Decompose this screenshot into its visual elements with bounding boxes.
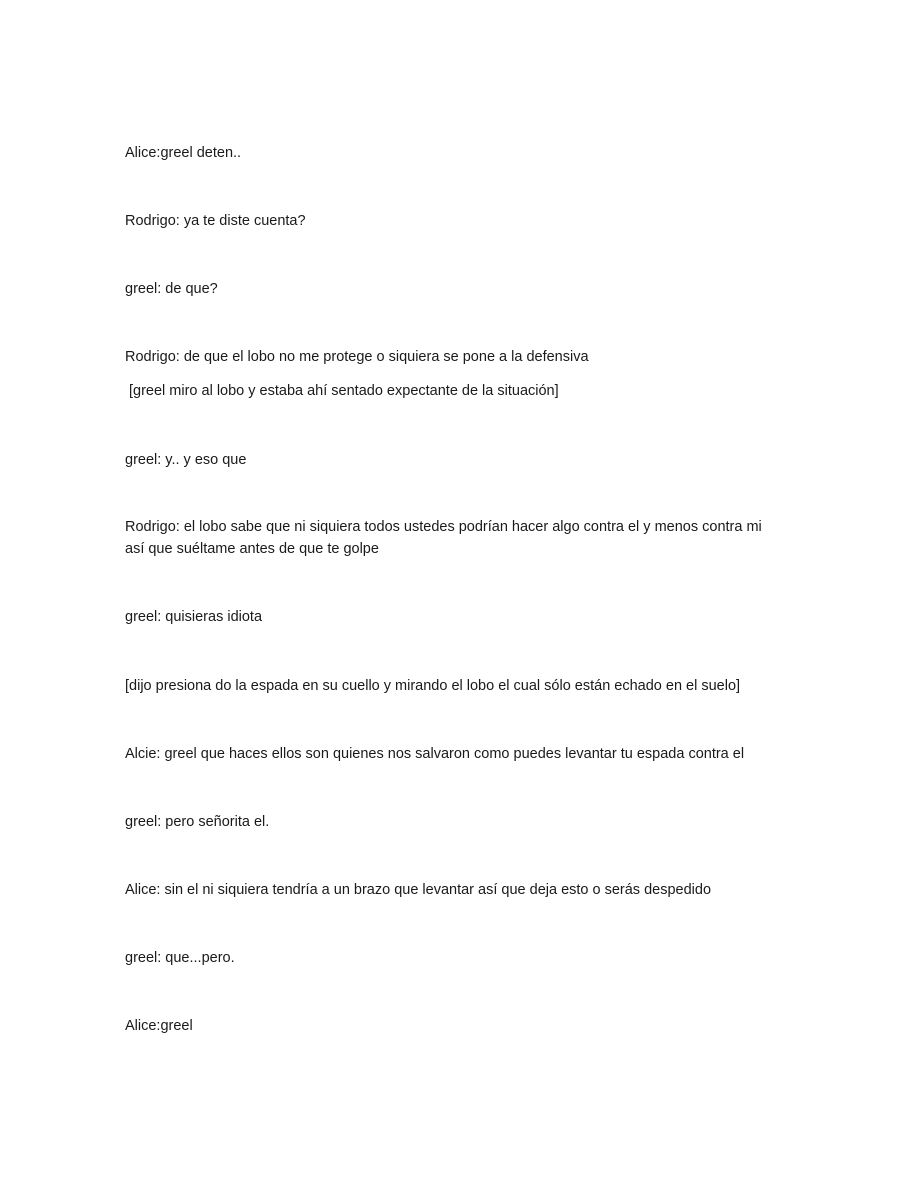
dialogue-line: Alcie: greel que haces ellos son quienes nos salvaron como puedes levantar tu espada contra el xyxy=(125,746,745,762)
dialogue-line: Alice:greel xyxy=(125,1018,193,1034)
narration-line: [greel miro al lobo y estaba ahí sentado expectante de la situación] xyxy=(129,383,559,399)
dialogue-line: greel: de que? xyxy=(125,281,218,297)
dialogue-line: greel: quisieras idiota xyxy=(125,609,263,625)
dialogue-line: Rodrigo: ya te diste cuenta? xyxy=(125,213,306,229)
dialogue-line: greel: y.. y eso que xyxy=(125,452,247,468)
dialogue-line: Rodrigo: de que el lobo no me protege o siquiera se pone a la defensiva xyxy=(125,349,589,365)
dialogue-line: Alice: sin el ni siquiera tendría a un brazo que levantar así que deja esto o serás despedido xyxy=(125,882,712,898)
dialogue-line: Rodrigo: el lobo sabe que ni siquiera todos ustedes podrían hacer algo contra el y menos contra mi así que suéltame antes de que te golpe xyxy=(125,519,762,557)
dialogue-line: Alice:greel deten.. xyxy=(125,145,242,161)
dialogue-line: greel: que...pero. xyxy=(125,950,235,966)
dialogue-line: greel: pero señorita el. xyxy=(125,814,270,830)
narration-line: [dijo presiona do la espada en su cuello y mirando el lobo el cual sólo están echado en el suelo] xyxy=(125,678,741,694)
